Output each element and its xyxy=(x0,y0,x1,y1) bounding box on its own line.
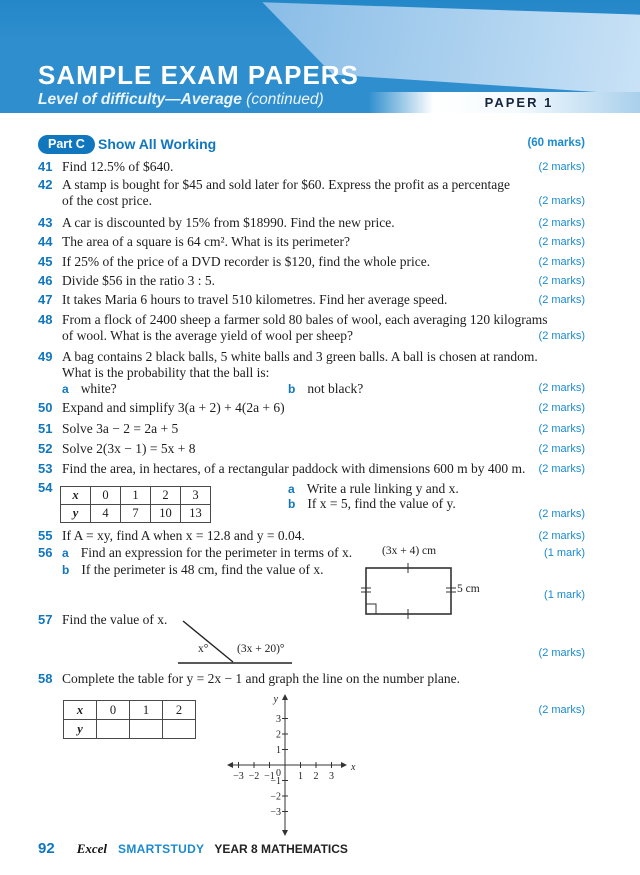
question-marks: (2 marks) xyxy=(538,161,585,173)
svg-text:−1: −1 xyxy=(264,771,275,782)
svg-text:3: 3 xyxy=(276,714,281,725)
subpart-label: a xyxy=(62,382,69,396)
question-text: of the cost price. xyxy=(62,193,152,208)
question-number: 43 xyxy=(38,215,53,230)
section-marks: (60 marks) xyxy=(527,137,585,149)
question-marks: (2 marks) xyxy=(538,647,585,659)
subpart-b xyxy=(288,496,456,512)
brand-smartstudy: SMARTSTUDY xyxy=(118,842,205,856)
svg-text:1: 1 xyxy=(298,771,303,782)
question-number: 54 xyxy=(38,480,53,495)
question-marks: (2 marks) xyxy=(538,294,585,306)
subpart-text: Find an expression for the perimeter in terms of x. xyxy=(80,545,353,560)
table-cell: 0 xyxy=(91,487,121,505)
table-cell: 10 xyxy=(151,505,181,523)
question-marks: (1 mark) xyxy=(544,547,585,559)
svg-text:y: y xyxy=(273,694,278,705)
question-number: 46 xyxy=(38,273,53,288)
svg-text:2: 2 xyxy=(276,729,281,741)
svg-text:−2: −2 xyxy=(248,771,260,782)
angle-right-label: (3x + 20)° xyxy=(237,643,285,655)
question-marks: (2 marks) xyxy=(538,704,585,716)
question-marks: (2 marks) xyxy=(538,330,585,342)
number-plane-diagram xyxy=(225,690,360,840)
subpart-label: b xyxy=(288,497,296,511)
question-number: 41 xyxy=(38,159,53,174)
table-cell: 1 xyxy=(130,701,163,720)
question-text: What is the probability that the ball is: xyxy=(62,365,270,380)
subpart-label: b xyxy=(62,563,70,577)
rectangle-top-label: (3x + 4) cm xyxy=(382,545,437,557)
subpart-label: a xyxy=(62,546,69,560)
question-marks: (2 marks) xyxy=(538,195,585,207)
brand-series: YEAR 8 MATHEMATICS xyxy=(214,842,348,856)
page-banner xyxy=(0,0,640,113)
page-footer xyxy=(38,840,348,858)
question-text: Expand and simplify 3(a + 2) + 4(2a + 6) xyxy=(62,400,285,415)
svg-text:3: 3 xyxy=(329,771,334,782)
question-number: 45 xyxy=(38,254,53,269)
table-cell: y xyxy=(61,505,91,523)
question-marks: (2 marks) xyxy=(538,443,585,455)
table-cell: y xyxy=(64,720,97,739)
svg-text:−1: −1 xyxy=(270,776,281,787)
rectangle-side-label: 5 cm xyxy=(457,583,480,595)
table-cell: 13 xyxy=(181,505,211,523)
subpart-a xyxy=(288,481,459,497)
subpart-a xyxy=(62,381,117,397)
question-number: 49 xyxy=(38,349,53,364)
subpart-text: not black? xyxy=(307,381,364,396)
question-text: The area of a square is 64 cm². What is its perimeter? xyxy=(62,234,350,249)
question-marks: (2 marks) xyxy=(538,423,585,435)
subpart-b xyxy=(288,381,363,397)
question-number: 51 xyxy=(38,421,53,436)
question-marks: (2 marks) xyxy=(538,236,585,248)
question-text: Solve 3a − 2 = 2a + 5 xyxy=(62,421,179,436)
subpart-b xyxy=(62,562,324,578)
brand-excel: Excel xyxy=(76,841,108,856)
question-text: Find 12.5% of $640. xyxy=(62,159,174,174)
angle-left-label: x° xyxy=(198,643,209,655)
table-cell xyxy=(97,720,130,739)
question-marks: (1 mark) xyxy=(544,589,585,601)
question-text: A car is discounted by 15% from $18990. Find the new price. xyxy=(62,215,395,230)
table-cell: x xyxy=(64,701,97,720)
question-text: Find the area, in hectares, of a rectangular paddock with dimensions 600 m by 400 m. xyxy=(62,461,526,476)
rectangle-diagram xyxy=(358,558,462,620)
question-text: Complete the table for y = 2x − 1 and graph the line on the number plane. xyxy=(62,671,460,686)
table-cell xyxy=(163,720,196,739)
page-title: SAMPLE EXAM PAPERS xyxy=(38,60,359,90)
question-text: of wool. What is the average yield of wool per sheep? xyxy=(62,328,354,343)
question-text: It takes Maria 6 hours to travel 510 kilometres. Find her average speed. xyxy=(62,292,448,307)
table-cell: 4 xyxy=(91,505,121,523)
page-number: 92 xyxy=(38,840,55,857)
question-marks: (2 marks) xyxy=(538,530,585,542)
subtitle-regular: (continued) xyxy=(241,91,324,108)
subpart-text: white? xyxy=(80,381,117,396)
question-number: 52 xyxy=(38,441,53,456)
question-text: A stamp is bought for $45 and sold later for $60. Express the profit as a percentage xyxy=(62,177,511,192)
svg-text:2: 2 xyxy=(313,771,319,782)
question-text: From a flock of 2400 sheep a farmer sold 80 bales of wool, each averaging 120 kilograms xyxy=(62,312,548,327)
question-marks: (2 marks) xyxy=(538,217,585,229)
svg-text:−3: −3 xyxy=(233,771,244,782)
subpart-label: a xyxy=(288,482,295,496)
question-marks: (2 marks) xyxy=(538,402,585,414)
table-cell xyxy=(130,720,163,739)
table-row xyxy=(61,487,211,505)
question-marks: (2 marks) xyxy=(538,382,585,394)
subpart-a xyxy=(62,545,352,561)
svg-text:x: x xyxy=(351,762,356,773)
table-cell: 1 xyxy=(121,487,151,505)
question-number: 42 xyxy=(38,177,53,192)
angle-diagram xyxy=(170,615,300,667)
question-number: 53 xyxy=(38,461,53,476)
question-number: 55 xyxy=(38,528,53,543)
subpart-text: Write a rule linking y and x. xyxy=(306,481,459,496)
table-row xyxy=(64,701,196,720)
question-number: 57 xyxy=(38,612,53,627)
q54-values-table xyxy=(60,486,211,523)
question-marks: (2 marks) xyxy=(538,508,585,520)
question-number: 50 xyxy=(38,400,53,415)
part-badge: Part C xyxy=(38,135,95,154)
q58-values-table xyxy=(63,700,196,739)
table-cell: x xyxy=(61,487,91,505)
page-subtitle xyxy=(38,91,324,109)
svg-text:−3: −3 xyxy=(270,807,281,818)
question-marks: (2 marks) xyxy=(538,275,585,287)
svg-text:1: 1 xyxy=(276,745,281,756)
question-number: 56 xyxy=(38,545,53,560)
question-marks: (2 marks) xyxy=(538,463,585,475)
paper-label: PAPER 1 xyxy=(484,95,554,110)
question-text: Find the value of x. xyxy=(62,612,168,627)
svg-text:0: 0 xyxy=(276,768,281,779)
table-cell: 0 xyxy=(97,701,130,720)
svg-text:−2: −2 xyxy=(270,791,281,803)
subtitle-bold: Level of difficulty—Average xyxy=(38,91,242,108)
question-marks: (2 marks) xyxy=(538,256,585,268)
table-row xyxy=(61,505,211,523)
table-cell: 2 xyxy=(163,701,196,720)
question-text: If A = xy, find A when x = 12.8 and y = 0.04. xyxy=(62,528,305,543)
question-text: Divide $56 in the ratio 3 : 5. xyxy=(62,273,215,288)
subpart-label: b xyxy=(288,382,296,396)
section-title: Show All Working xyxy=(98,136,217,152)
question-number: 44 xyxy=(38,234,53,249)
question-text: If 25% of the price of a DVD recorder is $120, find the whole price. xyxy=(62,254,431,269)
table-cell: 2 xyxy=(151,487,181,505)
table-row xyxy=(64,720,196,739)
question-number: 58 xyxy=(38,671,53,686)
subpart-text: If the perimeter is 48 cm, find the value of x. xyxy=(81,562,324,577)
subpart-text: If x = 5, find the value of y. xyxy=(307,496,456,511)
question-text: Solve 2(3x − 1) = 5x + 8 xyxy=(62,441,196,456)
question-number: 48 xyxy=(38,312,53,327)
table-cell: 7 xyxy=(121,505,151,523)
question-number: 47 xyxy=(38,292,53,307)
question-text: A bag contains 2 black balls, 5 white balls and 3 green balls. A ball is chosen at random. xyxy=(62,349,538,364)
table-cell: 3 xyxy=(181,487,211,505)
paper-band xyxy=(368,92,640,113)
